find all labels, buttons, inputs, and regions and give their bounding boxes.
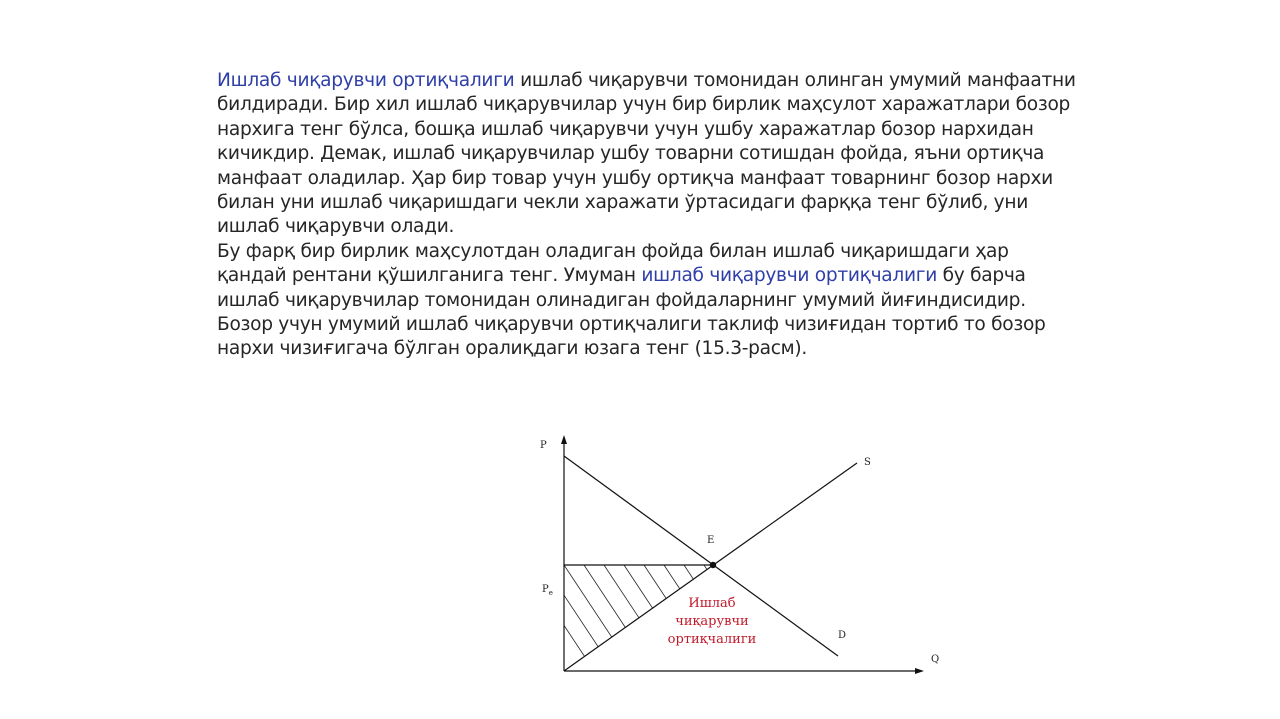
producer-surplus-diagram bbox=[520, 425, 960, 695]
text-line: нархи чизиғигача бўлган оралиқдаги юзага тенг (15.3-расм). bbox=[217, 338, 807, 360]
price-label: $P_e$ bbox=[542, 584, 553, 597]
surplus-label-3: ортиқчалиги bbox=[667, 632, 757, 647]
text-line: кичикдир. Демак, ишлаб чиқарувчилар ушбу товарни сотишдан фойда, яъни ортиқча bbox=[217, 143, 1045, 165]
text-line: билан уни ишлаб чиқаришдаги чекли харажати ўртасидаги фарққа тенг бўлиб, уни bbox=[217, 192, 1029, 214]
text-line: ишлаб чиқарувчилар томонидан олинадиган фойдаларнинг умумий йиғиндисидир. bbox=[217, 289, 1026, 311]
surplus-hatch bbox=[524, 565, 810, 695]
text-line: қандай рентани қўшилганига тенг. Умуман ишлаб чиқарувчи ортиқчалиги бу барча bbox=[217, 265, 1026, 287]
paragraph-text bbox=[217, 69, 1077, 362]
text-line: Бу фарқ бир бирлик маҳсулотдан оладиган фойда билан ишлаб чиқаришдаги ҳар bbox=[217, 240, 1009, 262]
surplus-label-1: Ишлаб bbox=[688, 596, 736, 611]
text-line: нархига тенг бўлса, бошқа ишлаб чиқарувчи учун ушбу харажатлар бозор нархидан bbox=[217, 118, 1034, 140]
supply-label: S bbox=[864, 457, 871, 468]
text-line: Ишлаб чиқарувчи ортиқчалиги ишлаб чиқарувчи томонидан олинган умумий манфаатни bbox=[217, 70, 1076, 91]
highlight-term: ишлаб чиқарувчи ортиқчалиги bbox=[641, 265, 937, 287]
surplus-label-2: чиқарувчи bbox=[675, 614, 749, 629]
equilibrium-point bbox=[710, 562, 716, 568]
text-line: билдиради. Бир хил ишлаб чиқарувчилар учун бир бирлик маҳсулот харажатлари бозор bbox=[217, 94, 1071, 116]
equilibrium-label: E bbox=[707, 535, 715, 546]
p-axis-arrow bbox=[561, 435, 567, 444]
text-line: ишлаб чиқарувчи олади. bbox=[217, 216, 455, 238]
q-axis-arrow bbox=[915, 668, 924, 674]
q-axis-label: Q bbox=[931, 654, 940, 665]
highlight-term: Ишлаб чиқарувчи ортиқчалиги bbox=[217, 70, 515, 91]
text-line: манфаат оладилар. Ҳар бир товар учун ушбу ортиқча манфаат товарнинг бозор нархи bbox=[217, 167, 1053, 189]
p-axis-label: P bbox=[540, 440, 547, 451]
demand-label: D bbox=[838, 630, 847, 641]
text-line: Бозор учун умумий ишлаб чиқарувчи ортиқчалиги таклиф чизиғидан тортиб то бозор bbox=[217, 314, 1046, 336]
